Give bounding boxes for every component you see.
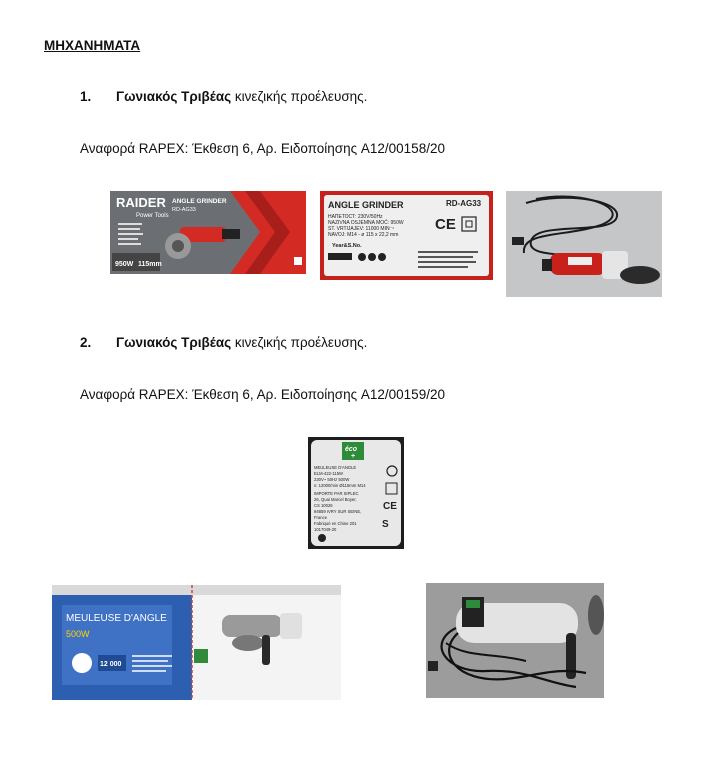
svg-text:CE: CE — [435, 216, 456, 233]
item-2-label-line-3: 230V~ 50Hz 500W — [314, 477, 350, 482]
svg-text:+: + — [351, 453, 356, 460]
item-2-grinder-photo — [426, 583, 604, 698]
item-2 — [80, 335, 680, 353]
item-2-box-product: MEULEUSE D'ANGLE — [66, 613, 167, 624]
item-1-title-rest: κινεζικής προέλευσης. — [231, 89, 368, 104]
item-1 — [80, 89, 680, 107]
item-2-label-line-10: Fabriqué en Chine 201 — [314, 521, 357, 526]
item-2-title-rest: κινεζικής προέλευσης. — [231, 335, 368, 350]
item-1-number: 1. — [80, 89, 92, 104]
item-1-label-line-3: ST. VRTIJAJEV: 11000 MIN⁻¹ — [328, 226, 394, 232]
item-1-label-year: Year&S.No. — [332, 243, 362, 249]
item-2-label-line-6: 26, Quai Marcel Boyer, — [314, 497, 357, 502]
item-1-label-line-1: НАПЕТОСТ: 230V/50Hz — [328, 214, 383, 220]
item-1-label-photo — [320, 191, 493, 280]
item-1-reference: Αναφορά RAPEX: Έκθεση 6, Αρ. Ειδοποίησης A12/00158/20 — [80, 141, 445, 156]
svg-text:CE: CE — [383, 501, 397, 512]
item-2-label-line-7: CS 10026 — [314, 503, 333, 508]
item-1-title-bold: Γωνιακός Τριβέας — [116, 89, 232, 104]
item-2-reference: Αναφορά RAPEX: Έκθεση 6, Αρ. Ειδοποίησης A12/00159/20 — [80, 387, 445, 402]
item-2-label-line-8: 94859 IVRY SUR SEINE, — [314, 509, 362, 514]
item-2-box-power: 500W — [66, 629, 90, 639]
item-2-box-rpm: 12 000 — [100, 661, 122, 668]
item-1-box-model: RD-AG33 — [172, 207, 196, 213]
item-2-label-logo: éco — [345, 446, 358, 453]
item-1-box-product: ANGLE GRINDER — [172, 198, 227, 205]
item-2-label-photo — [308, 437, 404, 549]
item-2-label-line-9: France — [314, 515, 328, 520]
item-1-label-line-4: NAVOJ: M14 - ø 115 x 22,2 mm — [328, 232, 399, 238]
item-1-box-power: 950W — [115, 261, 134, 268]
item-2-label-line-1: MEULEUSE D'ANGLE — [314, 465, 357, 470]
item-2-number: 2. — [80, 335, 92, 350]
item-2-label-line-11: 1017049-20 — [314, 527, 337, 532]
item-2-label-line-4: n: 12000/min Ø115mm M14 — [314, 483, 366, 488]
item-1-box-photo — [110, 191, 306, 274]
item-2-title — [116, 335, 367, 350]
section-heading: ΜΗΧΑΝΗΜΑΤΑ — [44, 38, 141, 53]
item-2-label-line-2: ELM-422-115W — [314, 471, 344, 476]
item-1-title — [116, 89, 367, 104]
item-1-box-brand: RAIDER — [116, 195, 166, 210]
item-2-label-line-5: IMPORTE PAR SIPLEC — [314, 491, 359, 496]
item-1-label-title: ANGLE GRINDER — [328, 200, 404, 210]
item-2-box-photo — [52, 585, 341, 700]
item-1-grinder-photo — [506, 191, 662, 297]
svg-text:S: S — [382, 519, 389, 530]
item-1-label-line-2: NAZIVNA OSJEMNA MOĆ: 950W — [328, 220, 404, 226]
item-1-box-disc: 115mm — [138, 261, 162, 268]
item-1-box-brand-sub: Power Tools — [136, 213, 169, 219]
item-2-title-bold: Γωνιακός Τριβέας — [116, 335, 232, 350]
item-1-label-model: RD-AG33 — [446, 199, 482, 208]
